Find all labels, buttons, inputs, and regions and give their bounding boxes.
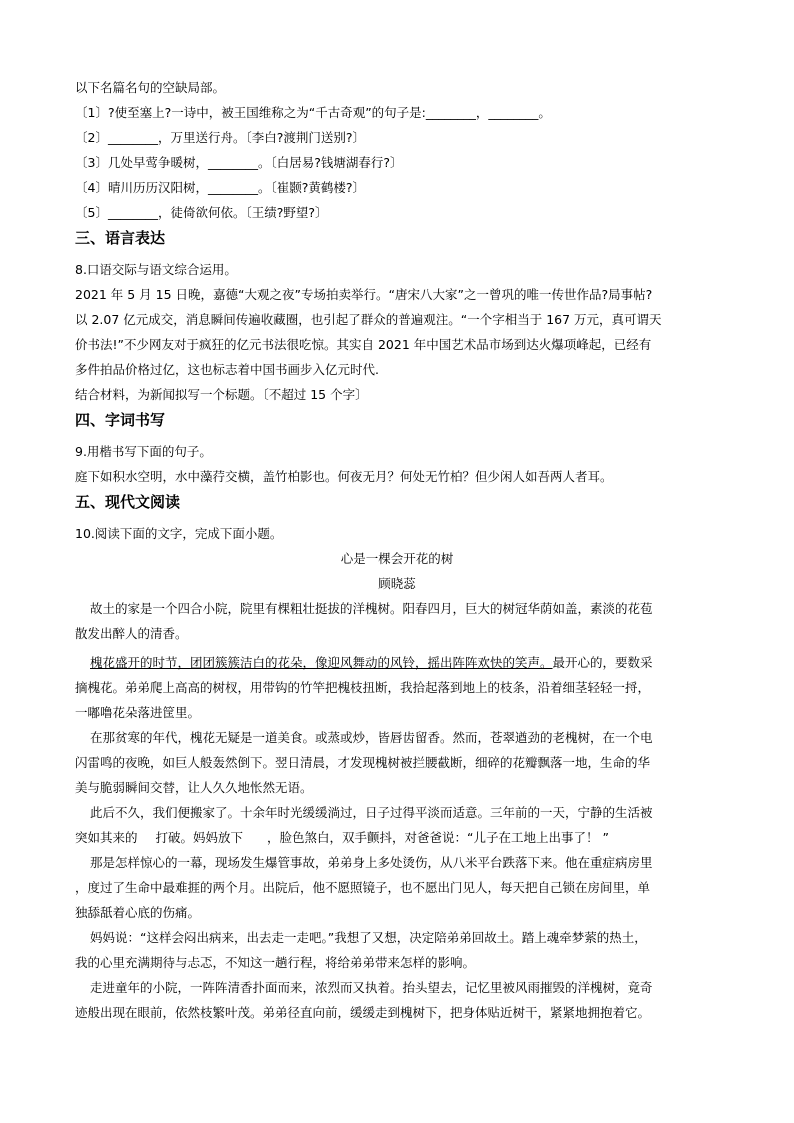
- q7-item-2: 〔2〕________，万里送行舟。〔李白?渡荆门送别?〕: [75, 130, 365, 145]
- paragraph-line: 一嘟噜花朵落进筐里。: [75, 705, 201, 720]
- paragraph-line: 走进童年的小院，一阵阵清香扑面而来，浓烈而又执着。抬头望去，记忆里被风雨摧毁的洋槐树，竟奇: [90, 980, 653, 995]
- section-heading: 三、语言表达: [75, 229, 166, 247]
- paragraph-line: 散发出醉人的清香。: [75, 626, 188, 641]
- paragraph-line: 此后不久，我们便搬家了。十余年时光缓缓淌过，日子过得平淡而适意。三年前的一天，宁静的生活被: [90, 805, 653, 820]
- text-span: ，脸色煞白，双手颤抖，对爸爸说：“儿子在工地上出事了！ ”: [267, 830, 609, 845]
- paragraph-line: 那是怎样惊心的一幕，现场发生爆管事故，弟弟身上多处烫伤，从八米平台跌落下来。他在重症病房里: [90, 855, 653, 870]
- section-heading: 四、字词书写: [75, 411, 166, 429]
- paragraph-line: 迹般出现在眼前，依然枝繁叶茂。弟弟径直向前，缓缓走到槐树下，把身体贴近树干，紧紧地拥抱着它。: [75, 1005, 651, 1020]
- q7-item-4: 〔4〕晴川历历汉阳树，________。〔崔颢?黄鹤楼?〕: [75, 180, 365, 195]
- paragraph-line: [90, 654, 653, 672]
- paragraph-line: 故土的家是一个四合小院，院里有棵粗壮挺拔的洋槐树。阳春四月，巨大的树冠华荫如盖，素淡的花苞: [90, 601, 653, 616]
- underlined-sentence: 槐花盛开的时节，团团簇簇洁白的花朵，像迎风舞动的风铃，摇出阵阵欢快的笑声。: [90, 655, 553, 670]
- paragraph-line: 妈妈说：“这样会闷出病来，出去走一走吧。”我想了又想，决定陪弟弟回故土。踏上魂牵梦萦的热土，: [90, 930, 647, 945]
- paragraph-line: 结合材料，为新闻拟写一个标题。〔不超过 15 个字〕: [75, 387, 368, 402]
- paragraph-line: [75, 829, 609, 847]
- paragraph-line: ，度过了生命中最难捱的两个月。出院后，他不愿照镜子，也不愿出门见人，每天把自己锁在房间里，单: [75, 880, 651, 895]
- question-title: 9.用楷书写下面的句子。: [75, 444, 212, 459]
- paragraph-line: 美与脆弱瞬间交替，让人久久地怅然无语。: [75, 780, 313, 795]
- q7-intro: 以下名篇名句的空缺局部。: [75, 80, 226, 95]
- paragraph-line: 独舔舐着心底的伤痛。: [75, 905, 201, 920]
- paragraph-line: 多件拍品价格过亿，这也标志着中国书画步入亿元时代.: [75, 362, 379, 377]
- paragraph-line: 价书法!”不少网友对于疯狂的亿元书法很吃惊。其实自 2021 年中国艺术品市场到达火爆项峰起，已经有: [75, 337, 652, 352]
- article-author: 顾晓蕊: [378, 576, 416, 591]
- q7-item-1: 〔1〕?使至塞上?一诗中，被王国维称之为“千古奇观”的句子是:________，________。: [75, 105, 551, 120]
- q7-item-5: 〔5〕________，徒倚欲何依。〔王绩?野望?〕: [75, 205, 328, 220]
- text-span: 突如其来的: [75, 830, 138, 845]
- section-heading: 五、现代文阅读: [75, 493, 181, 511]
- paragraph-line: 2021 年 5 月 15 日晚，嘉德“大观之夜”专场拍卖举行。“唐宋八大家”之一曾巩的唯一传世作品?局事帖?: [75, 287, 653, 302]
- article-title: 心是一棵会开花的树: [340, 551, 454, 566]
- text-span: 最开心的，要数采: [552, 655, 653, 670]
- paragraph-line: 摘槐花。弟弟爬上高高的树杈，用带钩的竹竿把槐枝扭断，我拾起落到地上的枝条，沿着细茎轻轻一捋，: [75, 680, 651, 695]
- paragraph-line: 庭下如积水空明，水中藻荇交横，盖竹柏影也。何夜无月？何处无竹柏？但少闲人如吾两人者耳。: [75, 469, 613, 484]
- q7-item-3: 〔3〕几处早莺争暖树，________。〔白居易?钱塘湖春行?〕: [75, 155, 403, 170]
- paragraph-line: 闪雷鸣的夜晚，如巨人般轰然倒下。翌日清晨，才发现槐树被拦腰截断，细碎的花瓣飘落一地，生命的华: [75, 755, 651, 770]
- question-title: 10.阅读下面的文字，完成下面小题。: [75, 526, 283, 541]
- text-span: 打破。妈妈放下: [155, 830, 244, 845]
- paragraph-line: 以 2.07 亿元成交，消息瞬间传遍收藏圈，也引起了群众的普遍观注。“一个字相当于 167 万元，真可谓天: [75, 312, 662, 327]
- question-title: 8.口语交际与语文综合运用。: [75, 262, 237, 277]
- paragraph-line: 在那贫寒的年代，槐花无疑是一道美食。或蒸或炒，皆唇齿留香。然而，苍翠遒劲的老槐树，在一个电: [90, 730, 653, 745]
- paragraph-line: 我的心里充满期待与忐忑，不知这一趟行程，将给弟弟带来怎样的影响。: [75, 955, 476, 970]
